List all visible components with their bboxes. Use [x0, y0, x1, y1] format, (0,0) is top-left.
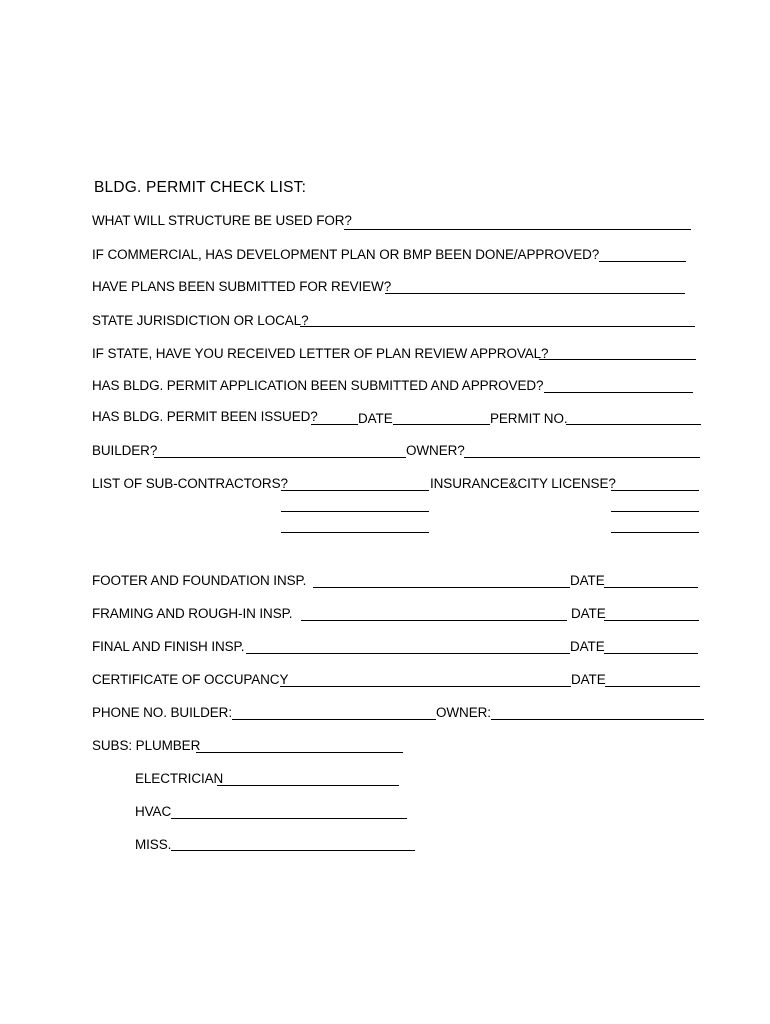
- footer-insp-label: FOOTER AND FOUNDATION INSP.: [92, 573, 307, 588]
- commercial-plan-label: IF COMMERCIAL, HAS DEVELOPMENT PLAN OR BMP BEEN DONE/APPROVED?: [92, 247, 600, 262]
- insurance-label: INSURANCE&CITY LICENSE?: [430, 476, 616, 491]
- permit-issued-label: HAS BLDG. PERMIT BEEN ISSUED?: [92, 409, 318, 424]
- jurisdiction-label: STATE JURISDICTION OR LOCAL?: [92, 313, 309, 328]
- phone-owner-line[interactable]: [491, 719, 704, 720]
- owner-label: OWNER?: [406, 443, 465, 458]
- footer-date-line[interactable]: [604, 587, 698, 588]
- subcontractors-label: LIST OF SUB-CONTRACTORS?: [92, 476, 288, 491]
- subs-hvac-line[interactable]: [171, 818, 407, 819]
- insurance-line-3[interactable]: [611, 532, 699, 533]
- final-insp-line[interactable]: [246, 653, 570, 654]
- final-date-label: DATE: [570, 639, 605, 654]
- framing-date-label: DATE: [571, 606, 606, 621]
- subs-plumber-line[interactable]: [196, 752, 403, 753]
- structure-use-label: WHAT WILL STRUCTURE BE USED FOR?: [92, 213, 352, 228]
- jurisdiction-line[interactable]: [300, 326, 695, 327]
- permit-date-line[interactable]: [393, 424, 490, 425]
- phone-builder-label: PHONE NO. BUILDER:: [92, 705, 232, 720]
- phone-owner-label: OWNER:: [436, 705, 491, 720]
- state-letter-line[interactable]: [539, 359, 696, 360]
- state-letter-label: IF STATE, HAVE YOU RECEIVED LETTER OF PLAN REVIEW APPROVAL?: [92, 346, 549, 361]
- framing-insp-label: FRAMING AND ROUGH-IN INSP.: [92, 606, 293, 621]
- structure-use-line[interactable]: [344, 229, 691, 230]
- owner-line[interactable]: [464, 457, 700, 458]
- final-insp-label: FINAL AND FINISH INSP.: [92, 639, 245, 654]
- occupancy-label: CERTIFICATE OF OCCUPANCY: [92, 672, 289, 687]
- builder-label: BUILDER?: [92, 443, 158, 458]
- builder-line[interactable]: [154, 457, 406, 458]
- commercial-plan-line[interactable]: [599, 261, 686, 262]
- application-submitted-label: HAS BLDG. PERMIT APPLICATION BEEN SUBMITTED AND APPROVED?: [92, 378, 544, 393]
- phone-builder-line[interactable]: [232, 719, 436, 720]
- subcontractors-line-3[interactable]: [281, 532, 429, 533]
- plans-submitted-line[interactable]: [385, 293, 685, 294]
- subs-plumber-label: SUBS: PLUMBER: [92, 738, 201, 753]
- footer-date-label: DATE: [570, 573, 605, 588]
- permit-issued-line[interactable]: [311, 424, 358, 425]
- occupancy-date-label: DATE: [571, 672, 606, 687]
- permit-no-line[interactable]: [566, 424, 701, 425]
- final-date-line[interactable]: [604, 653, 698, 654]
- subs-electrician-line[interactable]: [217, 785, 399, 786]
- framing-date-line[interactable]: [604, 620, 699, 621]
- occupancy-line[interactable]: [280, 686, 571, 687]
- subs-hvac-label: HVAC: [135, 804, 172, 819]
- form-title: BLDG. PERMIT CHECK LIST:: [94, 179, 307, 196]
- framing-insp-line[interactable]: [301, 620, 567, 621]
- permit-no-label: PERMIT NO.: [490, 411, 568, 426]
- permit-date-label: DATE: [358, 411, 393, 426]
- subcontractors-line-1[interactable]: [281, 490, 429, 491]
- subcontractors-line-2[interactable]: [281, 511, 429, 512]
- insurance-line-2[interactable]: [611, 511, 699, 512]
- footer-insp-line[interactable]: [313, 587, 570, 588]
- subs-misc-line[interactable]: [171, 850, 415, 851]
- plans-submitted-label: HAVE PLANS BEEN SUBMITTED FOR REVIEW?: [92, 279, 392, 294]
- subs-electrician-label: ELECTRICIAN: [135, 771, 224, 786]
- application-submitted-line[interactable]: [544, 392, 693, 393]
- insurance-line-1[interactable]: [611, 490, 699, 491]
- subs-misc-label: MISS.: [135, 837, 172, 852]
- occupancy-date-line[interactable]: [605, 686, 700, 687]
